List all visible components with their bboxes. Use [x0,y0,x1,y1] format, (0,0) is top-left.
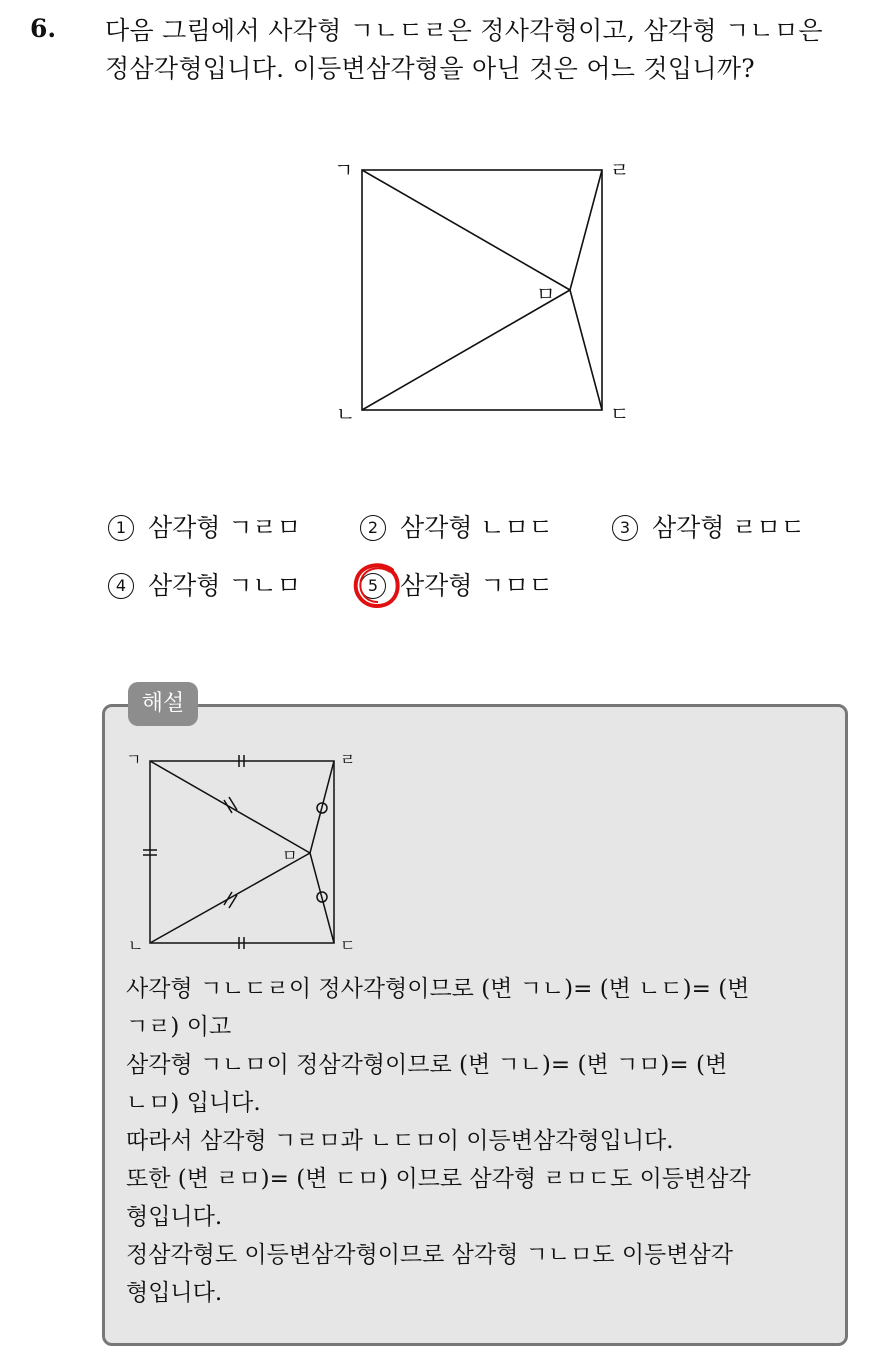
choice-number: 2 [360,515,386,541]
solution-label-m: ㅁ [282,846,298,865]
choice-number: 3 [612,515,638,541]
solution-label-n: ㄴ [128,936,144,955]
solution-label-d: ㄷ [340,936,356,955]
segment-digeut-me [570,290,602,410]
question-line-1: 다음 그림에서 사각형 ㄱㄴㄷㄹ은 정사각형이고, 삼각형 ㄱㄴㅁ은 [105,16,823,45]
square-outline [362,170,602,410]
solution-line: ㄱㄹ) 이고 [126,1014,232,1040]
choice-1[interactable] [108,508,301,544]
question-line-2: 정삼각형입니다. 이등변삼각형을 아닌 것은 어느 것입니까? [105,54,755,83]
vertex-label-r: ㄹ [610,158,630,182]
square-figure [320,150,640,430]
vertex-label-g: ㄱ [334,158,354,182]
solution-line: 따라서 삼각형 ㄱㄹㅁ과 ㄴㄷㅁ이 이등변삼각형입니다. [126,1128,674,1154]
segment-nieun-me [362,290,570,410]
solution-line: 삼각형 ㄱㄴㅁ이 정삼각형이므로 (변 ㄱㄴ)= (변 ㄱㅁ)= (변 [126,1052,728,1078]
choice-text: 삼각형 ㄱㅁㄷ [400,571,553,600]
choice-text: 삼각형 ㄴㅁㄷ [400,513,553,542]
solution-tag: 해설 [128,682,198,726]
solution-label-g: ㄱ [126,750,142,769]
choice-3[interactable] [612,508,805,544]
vertex-label-d: ㄷ [610,402,630,426]
choice-number: 4 [108,573,134,599]
solution-line: 형입니다. [126,1204,223,1230]
solution-line: 또한 (변 ㄹㅁ)= (변 ㄷㅁ) 이므로 삼각형 ㄹㅁㄷ도 이등변삼각 [126,1166,751,1192]
segment-rieul-me [570,170,602,290]
segment-ga-me [362,170,570,290]
solution-square-outline [150,761,334,943]
solution-line: ㄴㅁ) 입니다. [126,1090,261,1116]
solution-text [126,970,826,1312]
tick-lower-diag-a [224,892,232,905]
choice-2[interactable] [360,508,553,544]
solution-figure [118,745,368,960]
solution-label-r: ㄹ [340,750,356,769]
solution-line: 형입니다. [126,1280,223,1306]
vertex-label-m: ㅁ [536,282,556,306]
solution-line: 정삼각형도 이등변삼각형이므로 삼각형 ㄱㄴㅁ도 이등변삼각 [126,1242,733,1268]
choice-4[interactable] [108,566,301,602]
question-number: 6. [30,14,57,43]
square-figure-svg [320,150,640,430]
solution-figure-svg [118,745,368,960]
vertex-label-n: ㄴ [336,402,356,426]
choice-text: 삼각형 ㄱㄹㅁ [148,513,301,542]
question-text [105,12,875,88]
choice-number: 5 [360,573,386,599]
choice-text: 삼각형 ㄱㄴㅁ [148,571,301,600]
tick-upper-diag-a [224,800,232,813]
answer-circle-mark [352,562,402,610]
choice-number: 1 [108,515,134,541]
solution-line: 사각형 ㄱㄴㄷㄹ이 정사각형이므로 (변 ㄱㄴ)= (변 ㄴㄷ)= (변 [126,976,750,1002]
choice-text: 삼각형 ㄹㅁㄷ [652,513,805,542]
